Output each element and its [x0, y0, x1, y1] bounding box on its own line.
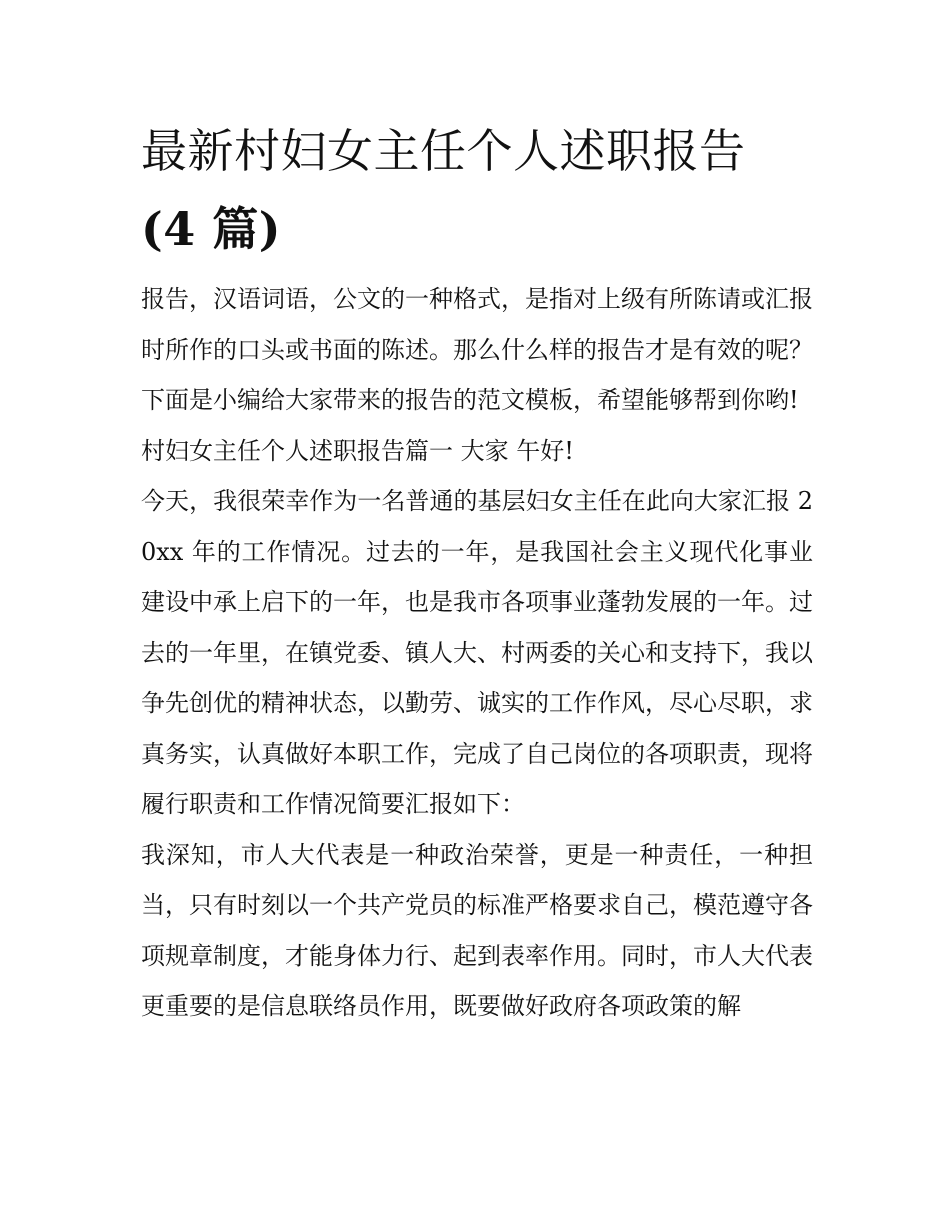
- document-content: [141, 112, 813, 1032]
- title-main: 最新村妇女主任个人述职报告: [141, 124, 746, 178]
- title-count: (4 篇): [141, 202, 282, 256]
- intro-paragraph: 报告，汉语词语，公文的一种格式，是指对上级有所陈请或汇报时所作的口头或书面的陈述。那么什么样的报告才是有效的呢？下面是小编给大家带来的报告的范文模板，希望能够帮到你哟!: [141, 285, 813, 414]
- report-paragraph: 今天，我很荣幸作为一名普通的基层妇女主任在此向大家汇报 20xx 年的工作情况。过去的一年，是我国社会主义现代化事业建设中承上启下的一年，也是我市各项事业蓬勃发展的一年。过去的一年里，在镇党委、镇人大、村两委的关心和支持下，我以争先创优的精神状态，以勤劳、诚实的工作作风，尽心尽职，求真务实，认真做好本职工作，完成了自己岗位的各项职责，现将履行职责和工作情况简要汇报如下：: [141, 487, 813, 818]
- report-paragraph: 我深知，市人大代表是一种政治荣誉，更是一种责任，一种担当，只有时刻以一个共产党员的标准严格要求自己，模范遵守各项规章制度，才能身体力行、起到表率作用。同时，市人大代表更重要的是信息联络员作用，既要做好政府各项政策的解: [141, 840, 813, 1020]
- document-title: [141, 112, 813, 268]
- section-heading-paragraph: 村妇女主任个人述职报告篇一 大家 午好!: [141, 436, 574, 465]
- document-body: [141, 274, 813, 1032]
